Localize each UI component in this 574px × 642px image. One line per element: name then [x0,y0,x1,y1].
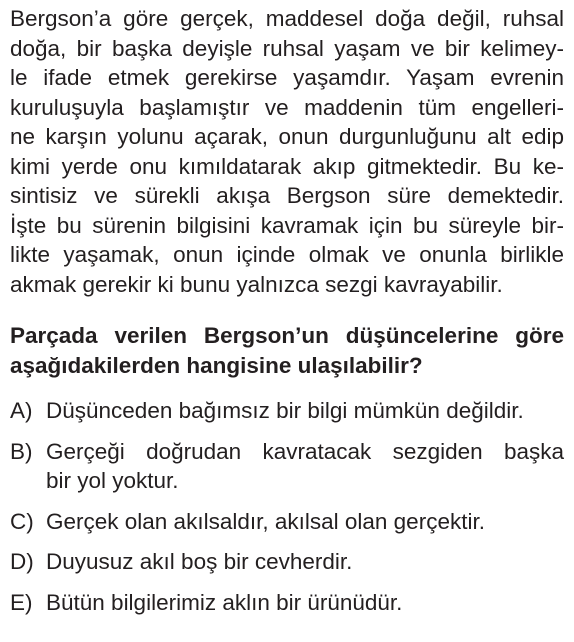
question-stem [10,321,564,380]
passage-line: İşte bu sürenin bilgisini kavramak için bu süreyle bir- [10,212,564,238]
option-line: Gerçek olan akılsaldır, akılsal olan gerçektir. [46,508,485,534]
option-a[interactable] [10,396,564,426]
answer-options [10,396,564,617]
passage-line: likte yaşamak, onun içinde olmak ve onunla birlikle [10,242,564,267]
option-letter: E) [10,589,33,615]
passage-line: sintisiz ve sürekli akışa Bergson süre demektedir. [10,183,564,208]
passage-line: Bergson’a göre gerçek, maddesel doğa değil, ruhsal [10,6,564,31]
option-c[interactable] [10,507,564,537]
option-letter: B) [10,438,33,464]
option-text [46,437,564,496]
option-b[interactable] [10,437,564,496]
passage-line: kuruluşuyla başlamıştır ve maddenin tüm engelleri- [10,94,564,120]
option-text [46,507,564,537]
option-text [46,588,564,618]
option-e[interactable] [10,588,564,618]
option-line: Bütün bilgilerimiz aklın bir ürünüdür. [46,589,403,615]
option-text [46,396,564,426]
question-line: Parçada verilen Bergson’un düşüncelerine göre [10,323,564,348]
option-line: Düşünceden bağımsız bir bilgi mümkün değildir. [46,398,524,423]
option-text [46,547,564,577]
passage-line: ne karşın yolunu açarak, onun durgunluğunu alt edip [10,124,564,149]
reading-passage [10,4,564,299]
option-line: bir yol yoktur. [46,468,179,493]
option-d[interactable] [10,547,564,577]
passage-line: kimi yerde onu kımıldatarak akıp gitmektedir. Bu ke- [10,153,564,179]
option-line: Gerçeği doğrudan kavratacak sezgiden başka [46,438,564,464]
option-letter: D) [10,549,34,574]
passage-line: akmak gerekir ki bunu yalnızca sezgi kavrayabilir. [10,271,503,297]
passage-line: le ifade etmek gerekirse yaşamdır. Yaşam evrenin [10,65,564,90]
option-letter: A) [10,398,33,423]
option-letter: C) [10,508,34,534]
passage-line: doğa, bir başka deyişle ruhsal yaşam ve bir kelimey- [10,35,564,61]
question-line: aşağıdakilerden hangisine ulaşılabilir? [10,352,423,378]
option-line: Duyusuz akıl boş bir cevherdir. [46,549,353,574]
